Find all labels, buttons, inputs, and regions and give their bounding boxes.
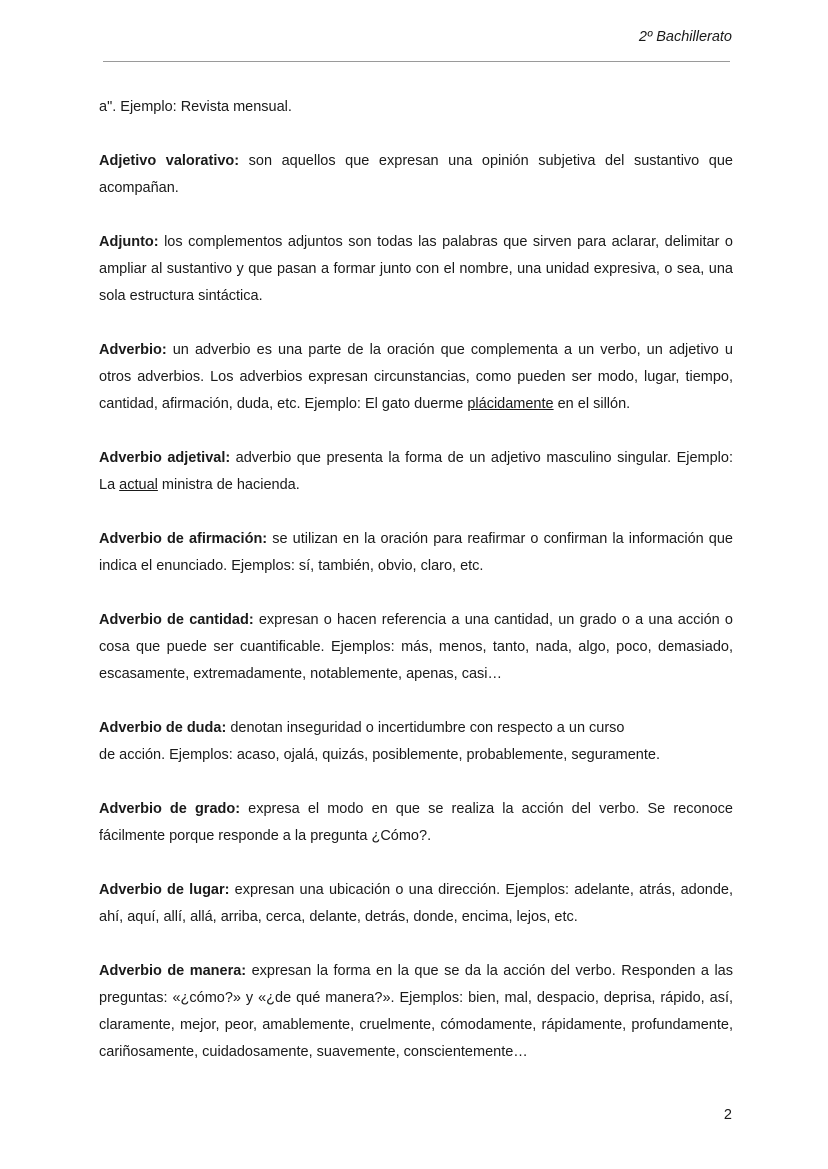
entry-definition-line2: de acción. Ejemplos: acaso, ojalá, quizás, posiblemente, probablemente, seguramente. bbox=[99, 747, 660, 763]
entry-term: Adverbio de duda: bbox=[99, 720, 227, 736]
entry-definition-end: en el sillón. bbox=[553, 396, 631, 412]
entry-term: Adverbio de lugar: bbox=[99, 882, 230, 898]
entry-adverbio-de-manera bbox=[99, 958, 733, 1066]
entry-term: Adverbio de afirmación: bbox=[99, 531, 268, 547]
entry-definition: un adverbio es una parte de la oración que complementa a un verbo, un adjetivo u otros adverbios. Los adverbios expresan circunstancias, como pueden ser modo, lugar, tiempo, cantidad, afirmación, duda, etc. Ejemplo: El gato duerme bbox=[99, 342, 733, 412]
entry-adverbio bbox=[99, 337, 733, 418]
entry-definition: adverbio que presenta la forma de un adjetivo masculino singular. Ejemplo: La bbox=[99, 450, 733, 493]
entry-definition: expresan la forma en la que se da la acción del verbo. Responden a las preguntas: «¿cómo?» y «¿de qué manera?». Ejemplos: bien, mal, despacio, deprisa, rápido, así, claramente, mejor, peor, amablemente, cruelmente, cómodamente, rápidamente, profundamente, cariñosamente, cuidadosamente, suavemente, conscientemente… bbox=[99, 963, 733, 1060]
page-number: 2 bbox=[723, 1107, 732, 1123]
entry-definition: los complementos adjuntos son todas las palabras que sirven para aclarar, delimitar o ampliar al sustantivo y que pasan a formar junto con el nombre, una unidad expresiva, o sea, una sola estructura sintáctica. bbox=[99, 234, 733, 304]
entry-definition: son aquellos que expresan una opinión subjetiva del sustantivo que acompañan. bbox=[99, 153, 733, 196]
entry-term: Adjetivo valorativo: bbox=[99, 153, 240, 169]
entry-adverbio-de-lugar bbox=[99, 877, 733, 931]
underlined-example: plácidamente bbox=[467, 396, 554, 412]
entry-definition: expresan una ubicación o una dirección. Ejemplos: adelante, atrás, adonde, ahí, aquí, allí, allá, arriba, cerca, delante, detrás, donde, encima, lejos, etc. bbox=[99, 882, 733, 925]
entry-definition: denotan inseguridad o incertidumbre con respecto a un curso bbox=[226, 720, 625, 736]
entry-term: Adverbio: bbox=[99, 342, 167, 358]
entry-term: Adverbio adjetival: bbox=[99, 450, 231, 466]
entry-adverbio-de-cantidad bbox=[99, 607, 733, 688]
intro-paragraph: a". Ejemplo: Revista mensual. bbox=[99, 99, 292, 115]
document-body bbox=[99, 94, 733, 1093]
entry-adjetivo-valorativo bbox=[99, 148, 733, 202]
entry-definition: expresan o hacen referencia a una cantidad, un grado o a una acción o cosa que puede ser cuantificable. Ejemplos: más, menos, tanto, nada, algo, poco, demasiado, escasamente, extremadamente, notablemente, apenas, casi… bbox=[99, 612, 733, 682]
entry-adverbio-de-grado bbox=[99, 796, 733, 850]
header-divider bbox=[103, 61, 730, 62]
entry-adjunto bbox=[99, 229, 733, 310]
entry-adverbio-de-duda bbox=[99, 715, 733, 769]
entry-adverbio-de-afirmacion bbox=[99, 526, 733, 580]
entry-definition-end: ministra de hacienda. bbox=[157, 477, 300, 493]
entry-term: Adverbio de manera: bbox=[99, 963, 247, 979]
entry-definition: se utilizan en la oración para reafirmar o confirman la información que indica el enunciado. Ejemplos: sí, también, obvio, claro, etc. bbox=[99, 531, 733, 574]
entry-adverbio-adjetival bbox=[99, 445, 733, 499]
entry-term: Adverbio de grado: bbox=[99, 801, 241, 817]
underlined-example: actual bbox=[119, 477, 158, 493]
entry-term: Adverbio de cantidad: bbox=[99, 612, 254, 628]
header-title: 2º Bachillerato bbox=[638, 29, 732, 45]
entry-definition: expresa el modo en que se realiza la acción del verbo. Se reconoce fácilmente porque responde a la pregunta ¿Cómo?. bbox=[99, 801, 733, 844]
entry-term: Adjunto: bbox=[99, 234, 159, 250]
